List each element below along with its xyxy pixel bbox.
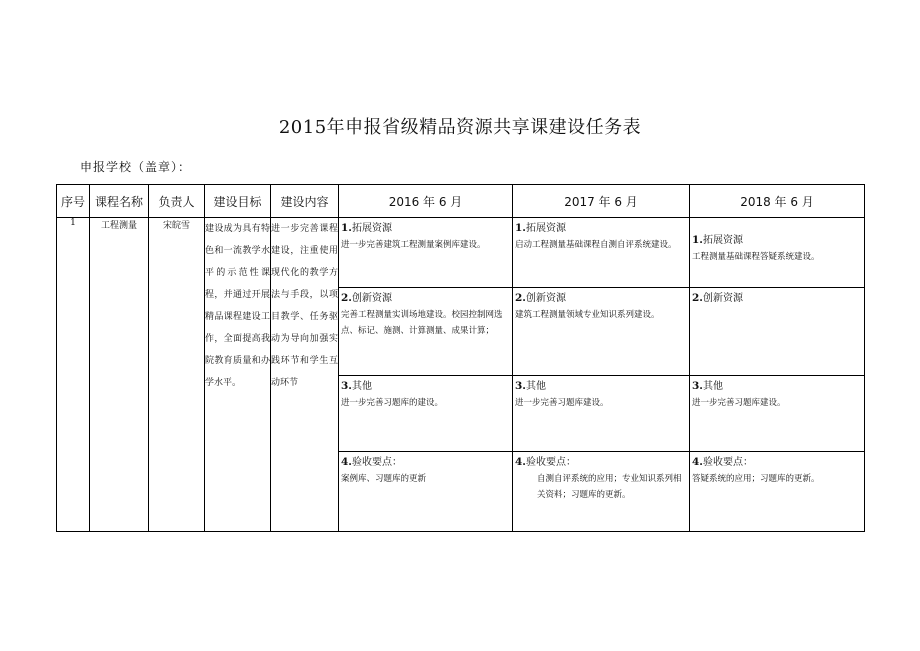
school-label: 申报学校（盖章）：	[80, 160, 192, 174]
goal-cell: 建设成为具有特色和一流教学水平的示范性课程，并通过开展精品课程建设工作，全面提高我院教育质量和办学水平。	[205, 218, 271, 532]
task-text: 自测自评系统的应用；专业知识系列相关资料；习题库的更新。	[537, 474, 682, 500]
task-text: 完善工程测量实训场地建设。校园控制网选点、标记、施测、计算测量、成果计算；	[341, 310, 503, 336]
task-text: 答疑系统的应用；习题库的更新。	[692, 474, 820, 484]
seq-cell: 1	[57, 218, 90, 532]
task-2016-3: 3.其他 进一步完善习题库的建设。	[339, 376, 513, 452]
header-content: 建设内容	[271, 185, 339, 218]
task-2017-2: 2.创新资源 建筑工程测量领域专业知识系列建设。	[513, 288, 690, 376]
header-2016: 2016 年 6 月	[339, 185, 513, 218]
task-2018-2: 2.创新资源	[690, 288, 865, 376]
header-row	[57, 185, 865, 218]
course-cell: 工程测量	[90, 218, 149, 532]
leader-cell: 宋皖雪	[149, 218, 205, 532]
header-seq: 序号	[57, 185, 90, 218]
task-2017-1: 1.拓展资源 启动工程测量基础课程自测自评系统建设。	[513, 218, 690, 288]
task-text: 进一步完善建筑工程测量案例库建设。	[341, 240, 486, 250]
table-row	[57, 218, 865, 288]
task-text: 进一步完善习题库的建设。	[341, 398, 444, 408]
task-2016-4: 4.验收要点： 案例库、习题库的更新	[339, 452, 513, 532]
header-2018: 2018 年 6 月	[690, 185, 865, 218]
header-goal: 建设目标	[205, 185, 271, 218]
task-table	[56, 184, 865, 532]
task-2017-3: 3.其他 进一步完善习题库建设。	[513, 376, 690, 452]
task-2017-4: 4.验收要点： 自测自评系统的应用；专业知识系列相关资料；习题库的更新。	[513, 452, 690, 532]
task-2018-4: 4.验收要点： 答疑系统的应用；习题库的更新。	[690, 452, 865, 532]
task-text: 案例库、习题库的更新	[341, 474, 427, 484]
header-2017: 2017 年 6 月	[513, 185, 690, 218]
content-cell: 进一步完善课程建设，注重使用现代化的教学方法与手段，以项目教学、任务驱动为导向加强实践环节和学生互动环节	[271, 218, 339, 532]
task-2018-1: 1.拓展资源 工程测量基础课程答疑系统建设。	[690, 218, 865, 288]
header-leader: 负责人	[149, 185, 205, 218]
task-2016-1: 1.拓展资源 进一步完善建筑工程测量案例库建设。	[339, 218, 513, 288]
task-text: 建筑工程测量领域专业知识系列建设。	[515, 310, 660, 320]
task-text: 工程测量基础课程答疑系统建设。	[692, 252, 820, 262]
task-2016-2: 2.创新资源 完善工程测量实训场地建设。校园控制网选点、标记、施测、计算测量、成果计算；	[339, 288, 513, 376]
task-2018-3: 3.其他 进一步完善习题库建设。	[690, 376, 865, 452]
header-course: 课程名称	[90, 185, 149, 218]
task-text: 进一步完善习题库建设。	[692, 398, 786, 408]
page-title: 2015年申报省级精品资源共享课建设任务表	[278, 117, 642, 138]
task-text: 启动工程测量基础课程自测自评系统建设。	[515, 240, 677, 250]
task-text: 进一步完善习题库建设。	[515, 398, 609, 408]
